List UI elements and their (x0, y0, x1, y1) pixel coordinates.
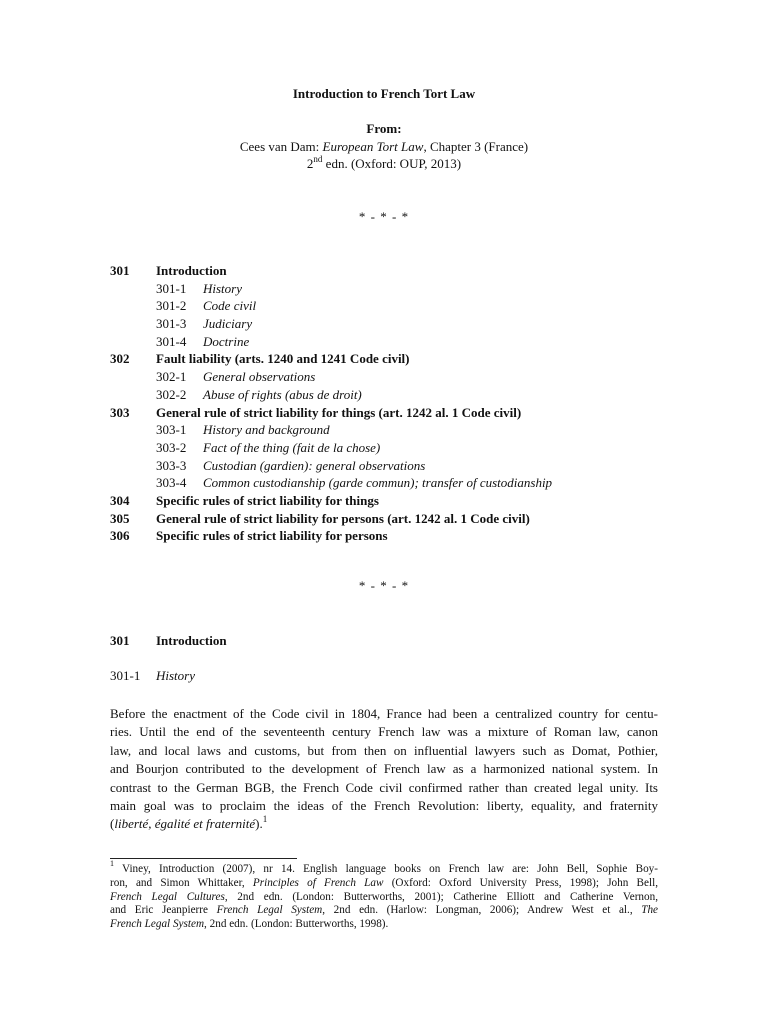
paragraph-line: Before the enactment of the Code civil in 1804, France had been a centralized country for centu- (110, 706, 658, 721)
toc-number: 301-2 (156, 298, 187, 314)
section-heading (110, 633, 227, 649)
toc-subsection-entry (110, 457, 670, 475)
source-chapter: , Chapter 3 (France) (423, 139, 529, 154)
toc-section-entry (110, 404, 670, 422)
paragraph-line: (liberté, égalité et fraternité).$^1$ (110, 814, 268, 832)
toc-number: 302-1 (156, 369, 187, 385)
toc-number: 303-3 (156, 457, 187, 473)
footnote-line: French Legal System, 2nd edn. (London: Butterworths, 1998). (110, 918, 389, 931)
table-of-contents (110, 262, 670, 545)
from-label: From: (366, 121, 402, 136)
toc-label: Fault liability (arts. 1240 and 1241 Code civil) (156, 351, 410, 367)
toc-subsection-entry (110, 368, 670, 386)
footnote-line: ron, and Simon Whittaker, Principles of French Law (Oxford: Oxford University Press, 1998); John Bell, (110, 876, 658, 889)
toc-number: 303-2 (156, 439, 187, 455)
toc-label: Doctrine (203, 333, 250, 349)
document-title: Introduction to French Tort Law (292, 86, 476, 101)
subsection-number: 301-1 (110, 668, 141, 683)
toc-label: Judiciary (203, 316, 253, 332)
toc-section-entry (110, 492, 670, 510)
subsection-heading (110, 668, 195, 684)
toc-subsection-entry (110, 421, 670, 439)
french-motto: liberté, égalité et fraternité (114, 816, 256, 832)
toc-label: General observations (203, 369, 316, 385)
paragraph-line: main goal was to proclaim the ideas of the French Revolution: liberty, equality, and fraternity (110, 797, 658, 813)
toc-subsection-entry (110, 297, 670, 315)
toc-subsection-entry (110, 439, 670, 457)
toc-number: 303-1 (156, 422, 187, 438)
toc-label: Specific rules of strict liability for things (156, 492, 379, 508)
toc-label: General rule of strict liability for things (art. 1242 al. 1 Code civil) (156, 404, 522, 420)
source-author: Cees van Dam: (239, 139, 323, 154)
toc-number: 305 (110, 510, 130, 526)
toc-number: 303-4 (156, 475, 187, 491)
toc-label: Abuse of rights (abus de droit) (203, 386, 362, 402)
toc-subsection-entry (110, 315, 670, 333)
toc-number: 304 (110, 492, 130, 508)
toc-section-entry (110, 262, 670, 280)
toc-subsection-entry (110, 280, 670, 298)
toc-label: History and background (203, 422, 330, 438)
toc-label: Code civil (203, 298, 257, 314)
footnote (110, 859, 659, 932)
edition-number: 2 (306, 156, 314, 171)
paragraph-line: law, and local laws and customs, but from then on influential lawyers such as Domat, Pothier, (110, 742, 658, 758)
toc-label: Common custodianship (garde commun); transfer of custodianship (203, 475, 553, 491)
separator: * - * - * (358, 209, 410, 224)
subsection-title: History (156, 668, 195, 683)
toc-label: Specific rules of strict liability for persons (156, 528, 388, 544)
footnote-reference[interactable]: 1 (262, 814, 268, 825)
toc-number: 301-1 (156, 280, 187, 296)
edition-ordinal: nd (313, 153, 323, 164)
edition-line (0, 153, 768, 172)
section-title: Introduction (156, 633, 227, 648)
source-book-title: European Tort Law (322, 139, 424, 154)
section-number: 301 (110, 633, 130, 648)
paragraph-line: ries. Until the end of the seventeenth century French law was a mixture of Roman law, canon (110, 724, 658, 740)
body-paragraph (110, 705, 658, 834)
toc-number: 301-3 (156, 316, 187, 332)
paragraph-line: contrast to the German BGB, the French Code civil confirmed rather than created legal unity. Its (110, 779, 658, 795)
toc-subsection-entry (110, 333, 670, 351)
toc-subsection-entry (110, 474, 670, 492)
toc-section-entry (110, 350, 670, 368)
separator: * - * - * (358, 578, 410, 593)
toc-label: Custodian (gardien): general observations (203, 457, 426, 473)
footnote-line: French Legal Cultures, 2nd edn. (London: Butterworths, 2001); Catherine Elliott and Catherine Vernon, (110, 890, 659, 903)
toc-label: General rule of strict liability for persons (art. 1242 al. 1 Code civil) (156, 510, 530, 526)
toc-number: 301 (110, 263, 130, 278)
toc-label: Fact of the thing (fait de la chose) (203, 439, 381, 455)
toc-section-entry (110, 510, 670, 528)
toc-section-entry (110, 527, 670, 545)
footnote-line: and Eric Jeanpierre French Legal System, 2nd edn. (Harlow: Longman, 2006); Andrew West et al., The (110, 904, 659, 917)
edition-publisher: edn. (Oxford: OUP, 2013) (322, 156, 462, 171)
paragraph-line: and Bourjon contributed to the development of French law as a harmonized national system. In (110, 761, 658, 777)
toc-number: 302 (110, 351, 130, 367)
toc-number: 302-2 (156, 386, 187, 402)
source-line (0, 139, 768, 155)
footnote-line: $^1$ Viney, Introduction (2007), nr 14. English language books on French law are: John Bell, Sophie Boy- (110, 859, 658, 875)
toc-number: 301-4 (156, 333, 187, 349)
footnote-divider (110, 858, 297, 859)
toc-label: History (203, 280, 242, 296)
toc-subsection-entry (110, 386, 670, 404)
toc-number: 303 (110, 404, 130, 420)
toc-number: 306 (110, 528, 130, 544)
footnote-marker: 1 (110, 859, 114, 869)
toc-label: Introduction (156, 263, 227, 278)
